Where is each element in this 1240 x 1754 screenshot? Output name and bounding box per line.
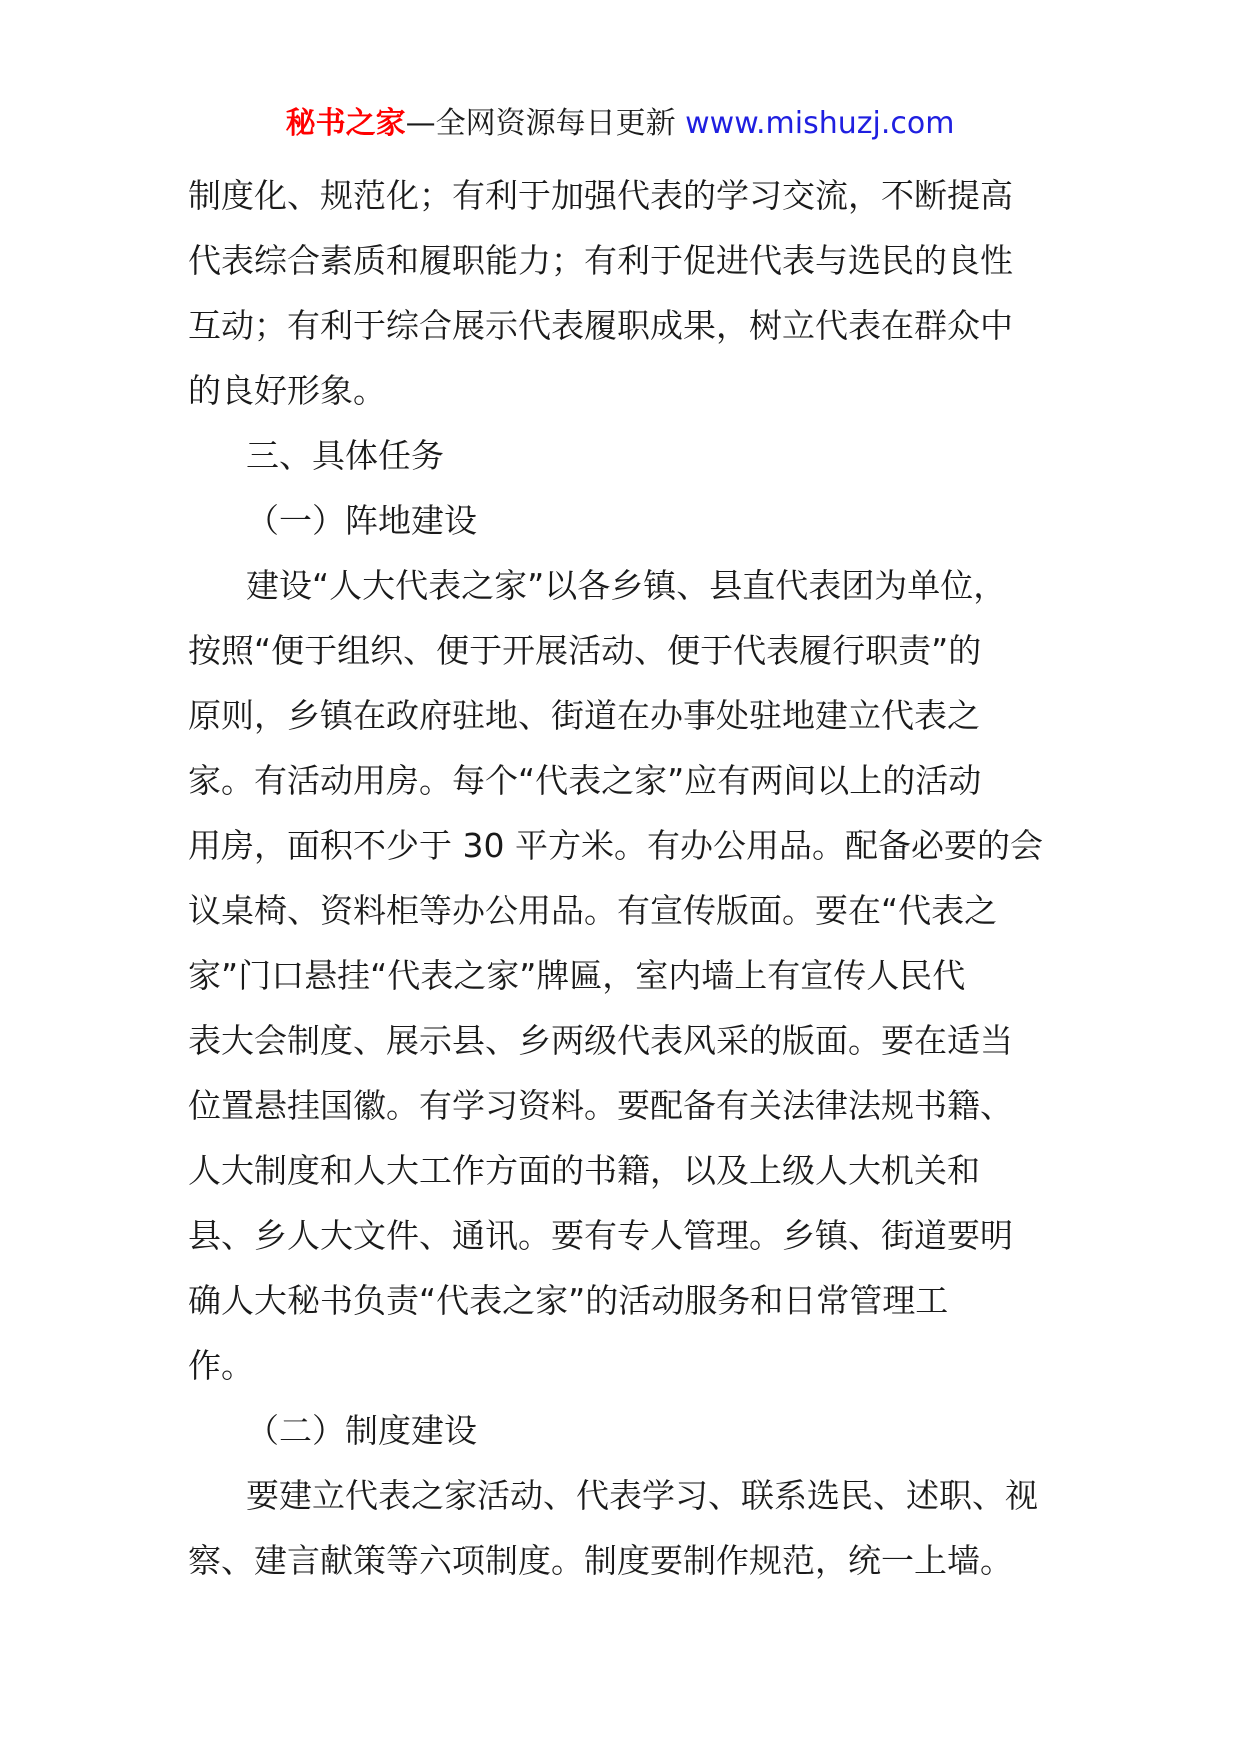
paragraph-line: 家。有活动用房。每个“代表之家”应有两间以上的活动 [188,761,982,800]
header-tagline: —全网资源每日更新 [405,106,686,141]
paragraph-line: 人大制度和人大工作方面的书籍，以及上级人大机关和 [188,1151,980,1190]
paragraph-line: 代表综合素质和履职能力；有利于促进代表与选民的良性 [188,241,1013,280]
paragraph-line: 作。 [188,1346,254,1385]
document-body [188,163,1058,1593]
paragraph-line: 按照“便于组织、便于开展活动、便于代表履行职责”的 [188,631,982,670]
paragraph-line: 家”门口悬挂“代表之家”牌匾，室内墙上有宣传人民代 [188,956,966,995]
paragraph-line: 的良好形象。 [188,371,386,410]
paragraph-line: 表大会制度、展示县、乡两级代表风采的版面。要在适当 [188,1021,1013,1060]
paragraph-line: 用房，面积不少于 30 平方米。有办公用品。配备必要的会 [188,826,1043,865]
subsection-heading: （二）制度建设 [246,1411,477,1450]
paragraph-line: 建设“人大代表之家”以各乡镇、县直代表团为单位， [246,566,1007,605]
brand-name: 秘书之家 [285,106,406,141]
paragraph-line: 察、建言献策等六项制度。制度要制作规范，统一上墙。 [188,1541,1013,1580]
page-header [0,100,1240,148]
paragraph-line: 制度化、规范化；有利于加强代表的学习交流，不断提高 [188,176,1013,215]
paragraph-line: 议桌椅、资料柜等办公用品。有宣传版面。要在“代表之 [188,891,998,930]
subsection-heading: （一）阵地建设 [246,501,477,540]
paragraph-line: 确人大秘书负责“代表之家”的活动服务和日常管理工 [188,1281,949,1320]
paragraph-line: 互动；有利于综合展示代表履职成果，树立代表在群众中 [188,306,1013,345]
paragraph-line: 要建立代表之家活动、代表学习、联系选民、述职、视 [246,1476,1038,1515]
paragraph-line: 位置悬挂国徽。有学习资料。要配备有关法律法规书籍、 [188,1086,1013,1125]
section-heading: 三、具体任务 [246,436,444,475]
paragraph-line: 县、乡人大文件、通讯。要有专人管理。乡镇、街道要明 [188,1216,1013,1255]
site-url-link[interactable]: www.mishuzj.com [685,106,955,141]
paragraph-line: 原则，乡镇在政府驻地、街道在办事处驻地建立代表之 [188,696,980,735]
